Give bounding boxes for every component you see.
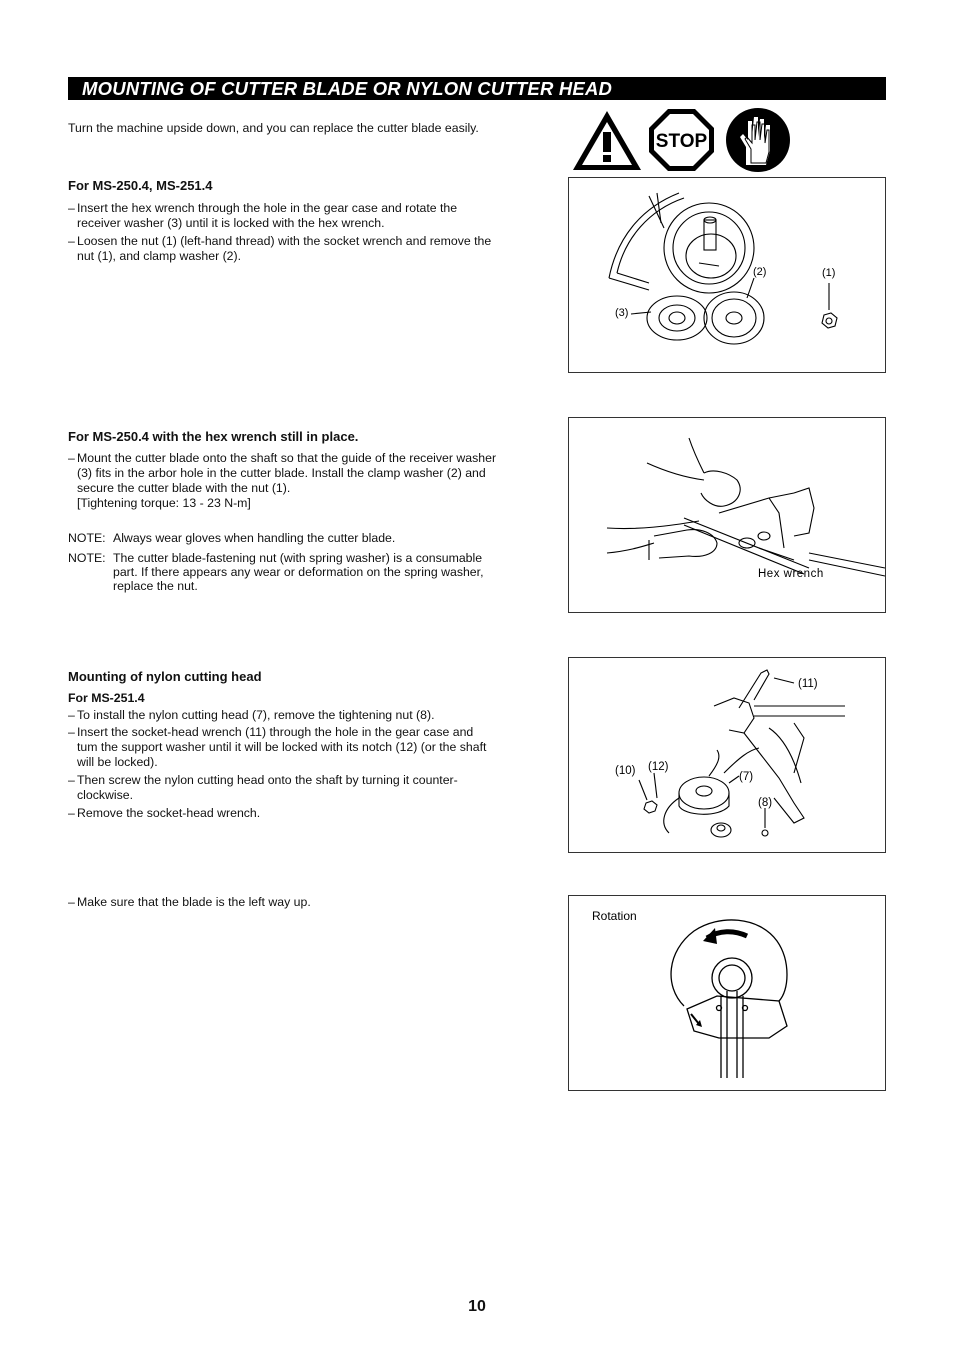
section3-heading: Mounting of nylon cutting head xyxy=(68,669,262,684)
section2-notes xyxy=(68,531,548,593)
list-item: – Mount the cutter blade onto the shaft so that the guide of the receiver washer (3) fits in the arbor hole in the cutter blade. Install the clamp washer (2) and secure the cutter blade with the nut (1). [Tightening torque: 13 - 23 N-m] xyxy=(68,451,497,510)
rotation-illustration xyxy=(569,896,885,1090)
svg-text:(11): (11) xyxy=(798,678,818,690)
page-number: 10 xyxy=(468,1298,486,1315)
svg-text:(10): (10) xyxy=(615,765,636,777)
svg-text:Hex wrench: Hex wrench xyxy=(758,568,824,580)
svg-text:(3): (3) xyxy=(615,307,629,319)
list-item: – To install the nylon cutting head (7), remove the tightening nut (8). xyxy=(68,708,435,722)
figure-nylon-head xyxy=(568,657,886,853)
gloves-icon xyxy=(726,108,790,172)
page-title: MOUNTING OF CUTTER BLADE OR NYLON CUTTER HEAD xyxy=(82,78,613,99)
svg-text:(2): (2) xyxy=(753,266,767,278)
intro-text: Turn the machine upside down, and you can replace the cutter blade easily. xyxy=(68,121,479,135)
svg-text:(8): (8) xyxy=(758,797,773,809)
note-item: NOTE: The cutter blade-fastening nut (with spring washer) is a consumable part. If there appears any wear or deformation on the spring washer, replace the nut. xyxy=(68,551,484,593)
svg-text:(12): (12) xyxy=(648,761,669,773)
svg-text:(1): (1) xyxy=(822,267,836,279)
list-item: – Remove the socket-head wrench. xyxy=(68,806,261,820)
section3-subheading: For MS-251.4 xyxy=(68,691,145,705)
list-item: – Then screw the nylon cutting head onto the shaft by turning it counter- clockwise. xyxy=(68,773,458,802)
section2-heading: For MS-250.4 with the hex wrench still in place. xyxy=(68,429,359,444)
figure-rotation xyxy=(568,895,886,1091)
section2-bullets xyxy=(68,451,538,511)
section1-heading: For MS-250.4, MS-251.4 xyxy=(68,178,213,193)
figure-blade-mounting xyxy=(568,417,886,613)
nylon-head-illustration xyxy=(569,658,885,852)
section1-bullets xyxy=(68,201,538,264)
warning-triangle-icon xyxy=(573,111,641,170)
list-item: – Insert the socket-head wrench (11) through the hole in the gear case and tum the support washer until it will be locked with its notch (12) (or the shaft will be locked). xyxy=(68,725,487,769)
list-item: – Make sure that the blade is the left way up. xyxy=(68,895,311,909)
safety-icons xyxy=(570,107,794,173)
section3-bullets xyxy=(68,708,538,821)
list-item: – Insert the hex wrench through the hole in the gear case and rotate the receiver washer (3) until it is locked with the hex wrench. xyxy=(68,201,458,230)
stop-sign-icon xyxy=(649,109,714,171)
svg-text:STOP: STOP xyxy=(655,131,708,152)
svg-text:Rotation: Rotation xyxy=(592,909,637,923)
list-item: – Loosen the nut (1) (left-hand thread) with the socket wrench and remove the nut (1), and clamp washer (2). xyxy=(68,234,492,263)
section4-bullets xyxy=(68,895,538,910)
blade-mounting-illustration xyxy=(569,418,885,612)
section-title-bar xyxy=(68,77,886,100)
note-item: NOTE: Always wear gloves when handling the cutter blade. xyxy=(68,531,396,545)
svg-text:(7): (7) xyxy=(739,771,754,783)
figure-blade-removal xyxy=(568,177,886,373)
blade-removal-illustration xyxy=(569,178,885,372)
